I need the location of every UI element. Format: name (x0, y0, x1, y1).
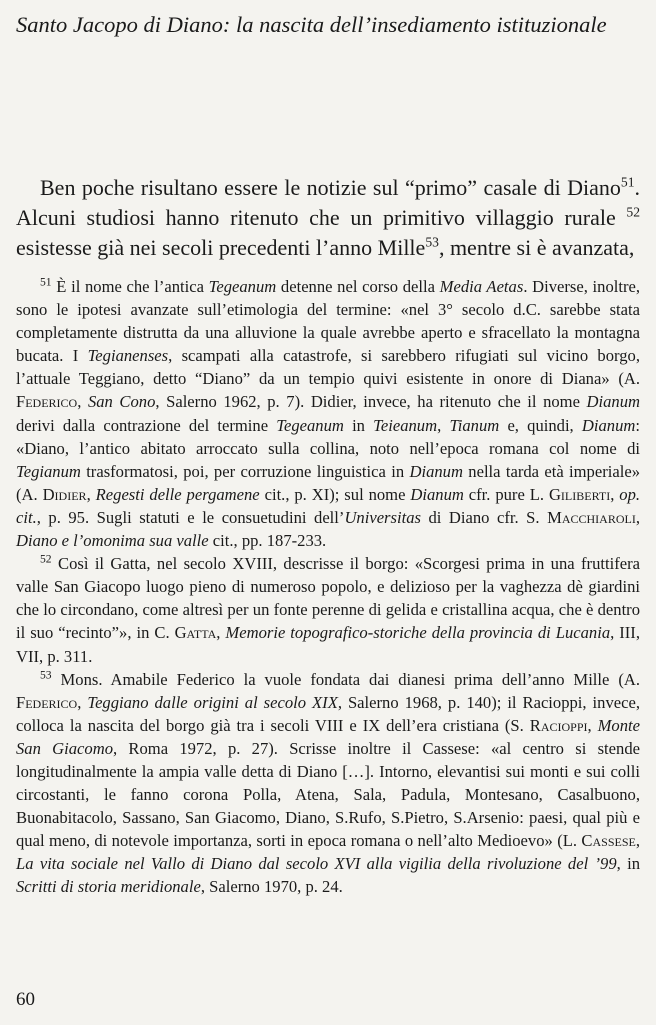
running-head: Santo Jacopo di Diano: la nascita dell’insediamento istituzionale (16, 12, 607, 37)
footnote-number: 52 (40, 552, 52, 566)
author-name: Cassese (581, 831, 636, 851)
footnote-number: 53 (40, 668, 52, 682)
work-title: Memorie topografico-storiche della provincia di Lucania (225, 623, 611, 643)
page-number: 60 (16, 989, 35, 1010)
footnote-ref-53: 53 (425, 234, 439, 250)
author-name: Macchiaroli (547, 507, 636, 527)
footnote-number: 51 (40, 275, 52, 289)
footnote-ref-51: 51 (620, 174, 635, 190)
footnote-52: $^{52}$ Così il Gatta, nel secolo XVIII, descrisse il borgo: «Scorgesi prima in una fruttifera valle San Giacopo luogo pieno di numeroso popolo, e delizioso per la vaghezza dè giardini che lo circondano, come altresì per un fonte perenne di gelida e cristallina acqua, che è dentro il suo “recinto”», in C. Gatta, Memorie topografico-storiche della provincia di Lucania, III, VII, p. 311. (16, 552, 640, 666)
author-name: Didier (42, 484, 87, 504)
body-paragraph: Ben poche risultano essere le notizie sul “primo” casale di Diano$^{51}$. Alcuni studiosi hanno ritenuto che un primitivo villaggio rurale $^{52}$ esistesse già nei secoli precedenti l’anno Mille$^{53}$, mentre si è avanzata, (16, 174, 640, 260)
work-title: La vita sociale nel Vallo di Diano dal secolo XVI alla vigilia della rivoluzione del ’99 (16, 854, 617, 874)
author-name: Federico (16, 692, 78, 712)
author-name: Federico (16, 392, 78, 412)
work-title: Teggiano dalle origini al secolo XIX (87, 692, 338, 712)
work-title: Monte San Giacomo (16, 715, 640, 758)
footnote-51: $^{51}$ È il nome che l’antica Tegeanum detenne nel corso della Media Aetas. Diverse, inoltre, sono le ipotesi avanzate sull’etimologia del termine: «nel 3° secolo d.C. sarebbe stata completamente distrutta da una alluvione la quale avrebbe aperto e sfracellato la montagna bucata. I Tegianenses, scampati alla catastrofe, si sarebbero rifugiati sul vicino borgo, l’attuale Teggiano, detto “Diano” da un tempio quivi esistente in onore di Diana» (A. Federico, San Cono, Salerno 1962, p. 7). Didier, invece, ha ritenuto che il nome Dianum derivi dalla contrazione del termine Tegeanum in Teieanum, Tianum e, quindi, Dianum: «Diano, l’antico abitato arroccato sulla collina, noto nell’epoca romana col nome di Tegianum trasformatosi, poi, per corruzione linguistica in Dianum nella tarda età imperiale» (A. Didier, Regesti delle pergamene cit., p. XI); sul nome Dianum cfr. pure L. Giliberti, op. cit., p. 95. Sugli statuti e le consuetudini dell’Universitas di Diano cfr. S. Macchiaroli, Diano e l’omonima sua valle cit., pp. 187-233. (16, 275, 641, 551)
footnotes (16, 275, 640, 899)
work-title: Scritti di storia meridionale (16, 877, 201, 897)
main-text (16, 173, 640, 263)
author-name: Gatta (174, 623, 217, 643)
work-title: San Cono (87, 392, 156, 412)
footnote-53: $^{53}$ Mons. Amabile Federico la vuole fondata dai dianesi prima dell’anno Mille (A. Federico, Teggiano dalle origini al secolo XIX, Salerno 1968, p. 140); il Racioppi, invece, colloca la nascita del borgo già tra i secoli VIII e IX dell’era cristiana (S. Racioppi, Monte San Giacomo, Roma 1972, p. 27). Scrisse inoltre il Cassese: «al centro si stende longitudinalmente la ampia valle detta di Diano […]. Intorno, elevantisi sui monti e sui colli circostanti, le fanno corona Polla, Atena, Sala, Padula, Montesano, Casalbuono, Buonabitacolo, Sassano, San Giacomo, Diano, S.Rufo, S.Pietro, S.Arsenio: paesi, qual più e qual meno, di notevole importanza, sorti in epoca romana o nell’alto Medioevo» (L. Cassese, La vita sociale nel Vallo di Diano dal secolo XVI alla vigilia della rivoluzione del ’99, in Scritti di storia meridionale, Salerno 1970, p. 24. (16, 668, 640, 897)
author-name: Racioppi (529, 715, 588, 735)
author-name: Giliberti (548, 484, 611, 504)
footnote-ref-52: 52 (626, 204, 640, 220)
work-title: Diano e l’omonima sua valle (16, 531, 209, 551)
work-title: Regesti delle pergamene (95, 484, 260, 504)
